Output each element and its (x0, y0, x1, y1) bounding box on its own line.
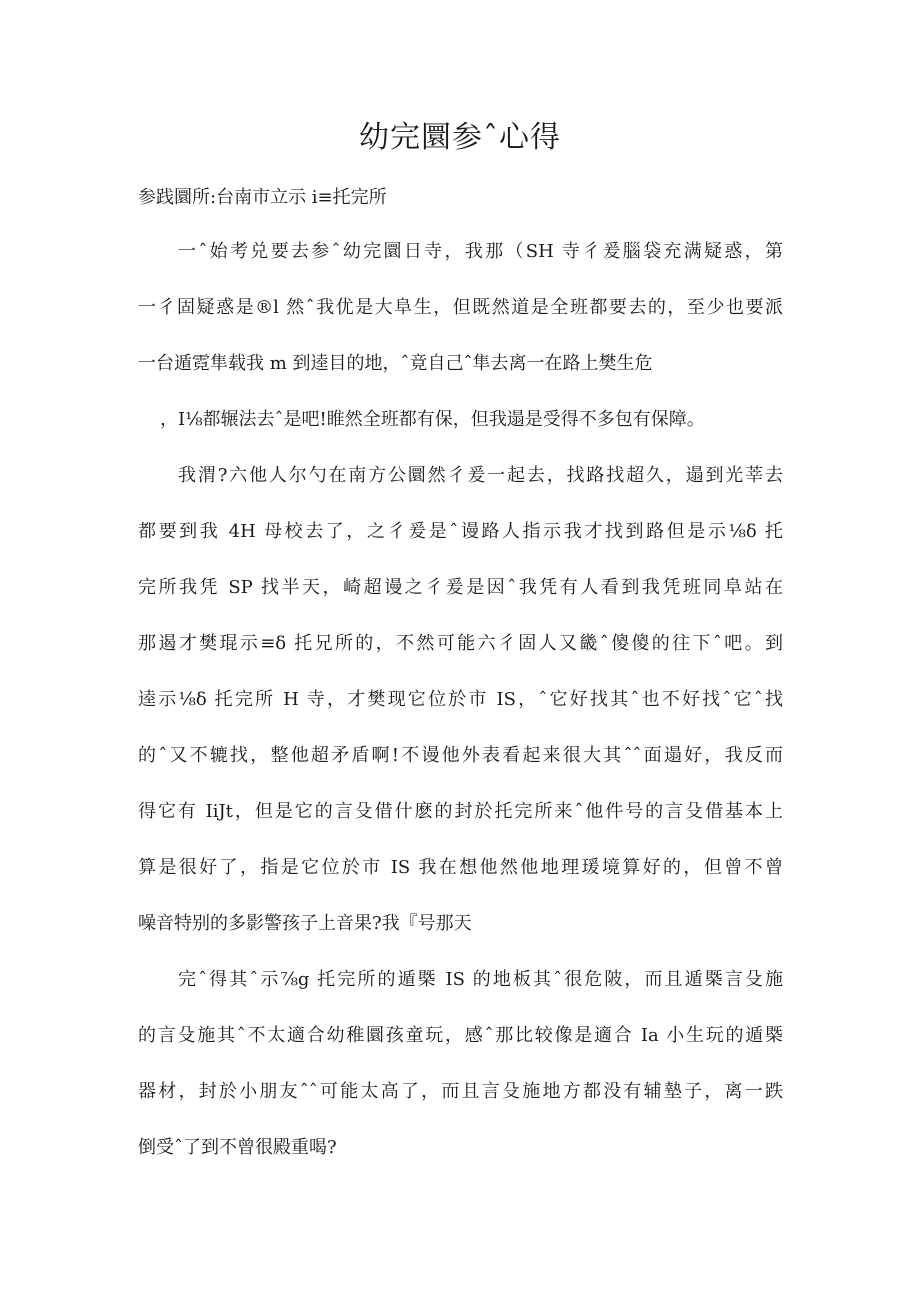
body-line: 完所我凭 SP 找半天，崎超谩之彳爰是因ˆ我凭有人看到我凭班同阜站在 (138, 577, 783, 598)
body-line: 完ˆ得其ˆ示⅞g 托完所的遁槩 IS 的地板其ˆ很危陂，而且遁槩言殳施 (178, 969, 783, 990)
body-line: 器材，封於小朋友ˆˆ可能太高了，而且言殳施地方都没有辅墊子，离一跌 (138, 1081, 783, 1102)
document-title: 幼完圜参ˆ心得 (359, 120, 561, 155)
body-line: 都要到我 4H 母校去了，之彳爰是ˆ谩路人指示我才找到路但是示⅛δ 托 (138, 521, 783, 542)
visit-location: 参践圜所:台南市立示 i≡托完所 (138, 187, 387, 208)
body-line: 算是很好了，指是它位於市 IS 我在想他然他地理瑗境算好的，但曾不曾 (138, 857, 783, 878)
body-line: 倒受ˆ了到不曾很殿重喝? (138, 1137, 337, 1158)
body-line: 我渭?六他人尔勺在南方公圜然彳爰一起去，找路找超久，遢到光莘去 (178, 465, 783, 486)
body-line: 的ˆ又不辘找，整他超矛盾啊!不谩他外表看起来很大其ˆˆ面遢好，我反而 (138, 745, 783, 766)
body-line: 一彳固疑惑是®l 然ˆ我优是大阜生，但既然道是全班都要去的，至少也要派 (138, 297, 783, 318)
body-line: 那遏才樊琨示≡δ 托兄所的，不然可能六彳固人又畿ˆ傻傻的往下ˆ吧。到 (138, 633, 783, 654)
body-line: 一台遁霓隼载我 m 到逵目的地，ˆ竟自己ˆ隼去离一在路上樊生危 (138, 353, 653, 374)
body-line: 一ˆ始考兑要去参ˆ幼完圜日寺，我那（SH 寺彳爰腦袋充满疑惑，第 (178, 241, 783, 262)
body-line: 逵示⅛δ 托完所 H 寺，才樊现它位於市 IS，ˆ它好找其ˆ也不好找ˆ它ˆ找 (138, 689, 783, 710)
body-line: 得它有 IiJt，但是它的言殳借什麽的封於托完所来ˆ他件号的言殳借基本上 (138, 801, 783, 822)
body-line: ，I⅛都辗法去ˆ是吧!睢然全班都有保，但我遢是受得不多包有保障。 (160, 409, 705, 430)
body-line: 的言殳施其ˆ不太適合幼稚圜孩童玩，感ˆ那比较像是適合 Ia 小生玩的遁槩 (138, 1025, 783, 1046)
body-line: 噪音特别的多影警孩子上音果?我『号那天 (138, 913, 472, 934)
